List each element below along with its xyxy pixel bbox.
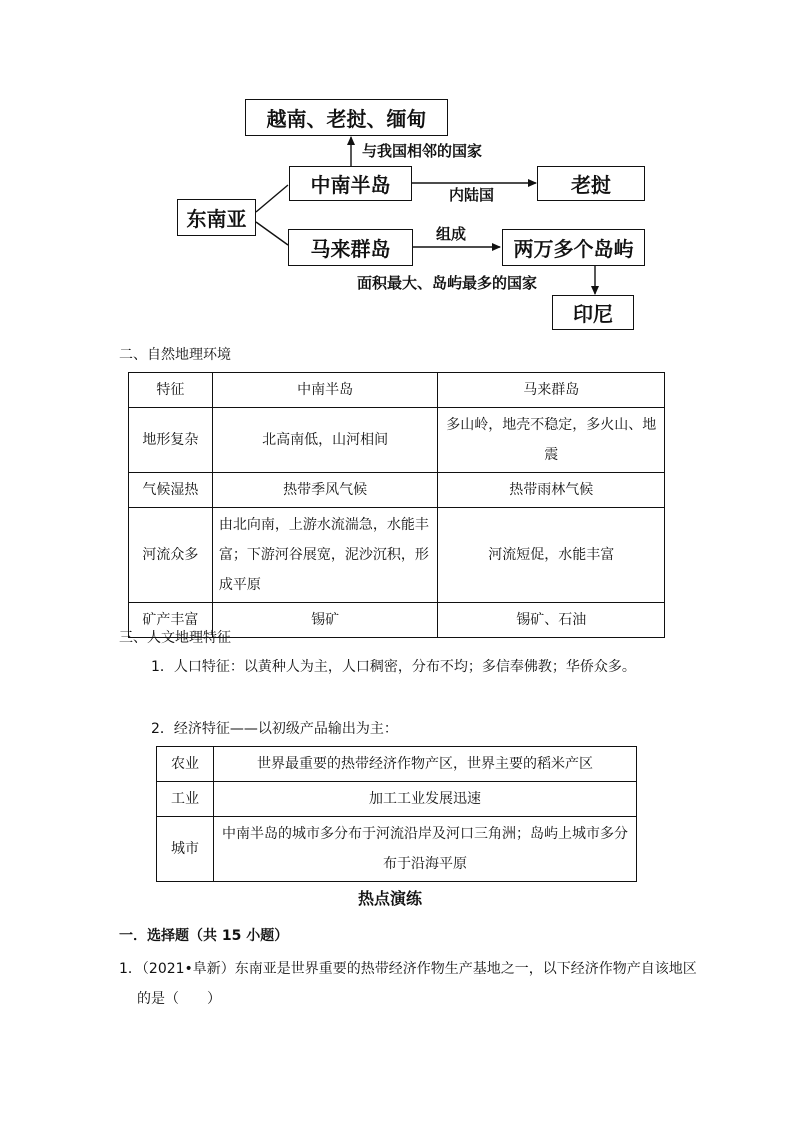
nature-table [128, 372, 665, 638]
neighbor-label: 与我国相邻的国家 [362, 142, 483, 160]
table-row [129, 473, 665, 508]
table-cell: 矿产丰富 [129, 603, 213, 638]
table-cell: 工业 [157, 782, 214, 817]
table-cell: 锡矿 [212, 603, 438, 638]
table-cell: 特征 [129, 373, 213, 408]
population-paragraph: 1．人口特征：以黄种人为主，人口稠密，分布不均；多信奉佛教；华侨众多。 [151, 659, 636, 675]
table-cell: 加工工业发展迅速 [213, 782, 636, 817]
table-cell: 多山岭，地壳不稳定，多火山、地震 [438, 408, 665, 473]
table-cell: 世界最重要的热带经济作物产区，世界主要的稻米产区 [213, 747, 636, 782]
table-cell: 锡矿、石油 [438, 603, 665, 638]
table-cell: 气候湿热 [129, 473, 213, 508]
table-row [157, 747, 637, 782]
economy-paragraph: 2．经济特征——以初级产品输出为主： [151, 721, 398, 737]
table-cell: 中南半岛 [212, 373, 438, 408]
inland-label: 内陆国 [449, 186, 495, 204]
neighbors-box: 越南、老挝、缅甸 [245, 99, 448, 136]
practice-heading: 热点演练 [358, 889, 423, 908]
table-cell: 农业 [157, 747, 214, 782]
section3-title: 三、人文地理特征 [119, 630, 231, 646]
laos-box: 老挝 [537, 166, 645, 201]
economy-table [156, 746, 637, 882]
southeast-asia-box: 东南亚 [177, 199, 256, 236]
choice-section-title: 一．选择题（共 15 小题） [119, 928, 289, 944]
table-cell: 中南半岛的城市多分布于河流沿岸及河口三角洲；岛屿上城市多分布于沿海平原 [213, 817, 636, 882]
section2-title: 二、自然地理环境 [119, 347, 231, 363]
largest-label: 面积最大、岛屿最多的国家 [357, 274, 538, 292]
table-header-row [129, 373, 665, 408]
indochina-box: 中南半岛 [289, 166, 412, 201]
table-row [129, 408, 665, 473]
table-row [129, 508, 665, 603]
table-cell: 马来群岛 [438, 373, 665, 408]
table-cell: 热带季风气候 [212, 473, 438, 508]
question-1: 1．（2021•阜新）东南亚是世界重要的热带经济作物生产基地之一，以下经济作物产自该地区的是（ ） [119, 961, 697, 1007]
table-cell: 由北向南，上游水流湍急，水能丰富；下游河谷展宽，泥沙沉积，形成平原 [212, 508, 438, 603]
table-cell: 河流众多 [129, 508, 213, 603]
malay-box: 马来群岛 [288, 229, 413, 266]
table-cell: 北高南低，山河相间 [212, 408, 438, 473]
table-cell: 地形复杂 [129, 408, 213, 473]
table-cell: 热带雨林气候 [438, 473, 665, 508]
islands-box: 两万多个岛屿 [502, 229, 645, 266]
table-cell: 河流短促，水能丰富 [438, 508, 665, 603]
table-row [157, 782, 637, 817]
compose-label: 组成 [436, 225, 467, 243]
table-cell: 城市 [157, 817, 214, 882]
indonesia-box: 印尼 [552, 295, 634, 330]
table-row [157, 817, 637, 882]
